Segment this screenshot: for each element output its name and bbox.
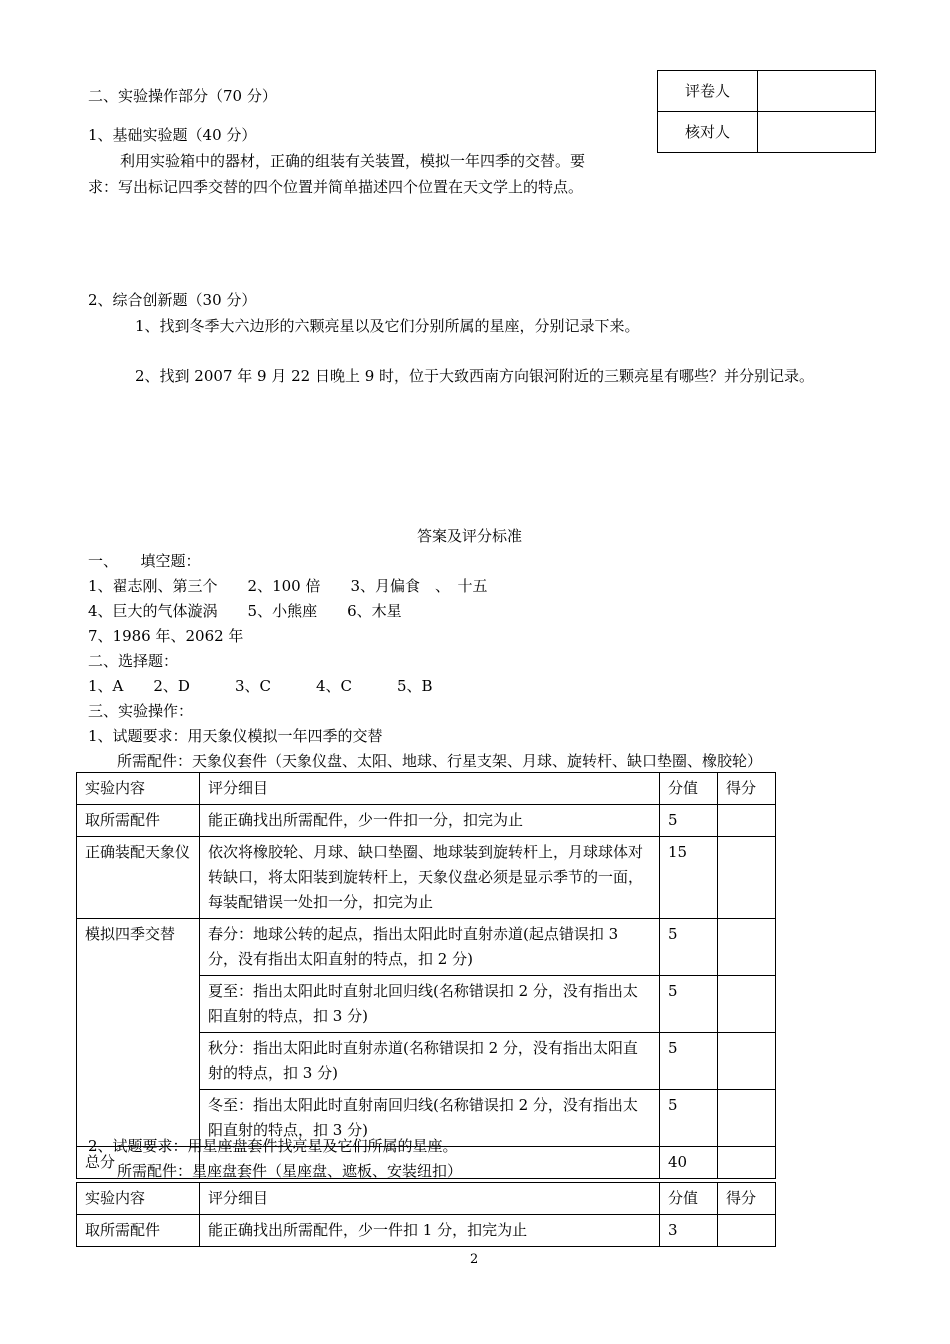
scoring-table-1 xyxy=(76,772,776,1179)
table-row xyxy=(77,1215,776,1247)
table-row xyxy=(77,837,776,919)
table-row xyxy=(77,805,776,837)
header-content: 实验内容 xyxy=(77,773,200,805)
question2-item1: 1、找到冬季大六边形的六颗亮星以及它们分别所属的星座，分别记录下来。 xyxy=(135,317,640,335)
row-detail: 春分：地球公转的起点，指出太阳此时直射赤道(起点错误扣 3 分，没有指出太阳直射的特点，扣 2 分) xyxy=(200,919,660,976)
question1-text-line1: 利用实验箱中的器材，正确的组装有关装置，模拟一年四季的交替。要 xyxy=(120,152,586,170)
header-score: 分值 xyxy=(660,773,718,805)
check-label: 核对人 xyxy=(658,112,758,153)
fill-blank-title: 一、 填空题： xyxy=(88,552,201,570)
header-earned: 得分 xyxy=(718,1183,776,1215)
row-score: 5 xyxy=(660,919,718,976)
row-detail: 能正确找出所需配件，少一件扣一分，扣完为止 xyxy=(200,805,660,837)
fill-answer-line1: 1、翟志刚、第三个 2、100 倍 3、月偏食 、 十五 xyxy=(88,577,488,595)
choice-answers: 1、A 2、D 3、C 4、C 5、B xyxy=(88,677,433,695)
experiment1-requirement: 1、试题要求：用天象仪模拟一年四季的交替 xyxy=(88,727,383,745)
scoring-table-2 xyxy=(76,1182,776,1247)
question1-title: 1、基础实验题（40 分） xyxy=(88,126,257,144)
row-content: 取所需配件 xyxy=(77,1215,200,1247)
row-earned xyxy=(718,837,776,919)
row-content: 取所需配件 xyxy=(77,805,200,837)
header-content: 实验内容 xyxy=(77,1183,200,1215)
question1-text-line2: 求：写出标记四季交替的四个位置并简单描述四个位置在天文学上的特点。 xyxy=(88,178,584,196)
fill-answer-line2: 4、巨大的气体漩涡 5、小熊座 6、木星 xyxy=(88,602,402,620)
header-detail: 评分细目 xyxy=(200,1183,660,1215)
row-score: 5 xyxy=(660,1090,718,1147)
table-header-row xyxy=(77,1183,776,1215)
row-content: 模拟四季交替 xyxy=(77,919,200,1147)
experiment2-parts: 所需配件：星座盘套件（星座盘、遮板、安装纽扣） xyxy=(117,1162,463,1180)
row-detail: 依次将橡胶轮、月球、缺口垫圈、地球装到旋转杆上，月球球体对转缺口，将太阳装到旋转杆上，天象仪盘必须是显示季节的一面，每装配错误一处扣一分，扣完为止 xyxy=(200,837,660,919)
row-score: 3 xyxy=(660,1215,718,1247)
row-earned xyxy=(718,1033,776,1090)
header-earned: 得分 xyxy=(718,773,776,805)
review-value-cell xyxy=(758,71,876,112)
header-detail: 评分细目 xyxy=(200,773,660,805)
experiment1-parts: 所需配件：天象仪套件（天象仪盘、太阳、地球、行星支架、月球、旋转杆、缺口垫圈、橡胶轮） xyxy=(117,752,763,770)
row-earned xyxy=(718,1090,776,1147)
row-content: 正确装配天象仪 xyxy=(77,837,200,919)
table-header-row xyxy=(77,773,776,805)
row-detail: 冬至：指出太阳此时直射南回归线(名称错误扣 2 分，没有指出太阳直射的特点，扣 3 分) xyxy=(200,1090,660,1147)
row-score: 15 xyxy=(660,837,718,919)
review-label: 评卷人 xyxy=(658,71,758,112)
experiment2-requirement: 2、试题要求：用星座盘套件找亮星及它们所属的星座。 xyxy=(88,1137,458,1155)
page-number: 2 xyxy=(470,1252,479,1267)
row-score: 5 xyxy=(660,1033,718,1090)
review-box xyxy=(657,70,876,153)
question2-item2: 2、找到 2007 年 9 月 22 日晚上 9 时，位于大致西南方向银河附近的三颗亮星有哪些？并分别记录。 xyxy=(135,367,815,385)
fill-answer-line3: 7、1986 年、2062 年 xyxy=(88,627,244,645)
row-earned xyxy=(718,805,776,837)
row-earned xyxy=(718,919,776,976)
row-detail: 夏至：指出太阳此时直射北回归线(名称错误扣 2 分，没有指出太阳直射的特点，扣 3 分) xyxy=(200,976,660,1033)
total-label: 总分 xyxy=(77,1147,200,1179)
check-value-cell xyxy=(758,112,876,153)
row-earned xyxy=(718,976,776,1033)
row-earned xyxy=(718,1215,776,1247)
row-detail: 秋分：指出太阳此时直射赤道(名称错误扣 2 分，没有指出太阳直射的特点，扣 3 分) xyxy=(200,1033,660,1090)
section-title: 二、实验操作部分（70 分） xyxy=(88,87,277,105)
question2-title: 2、综合创新题（30 分） xyxy=(88,291,257,309)
total-score: 40 xyxy=(660,1147,718,1179)
choice-title: 二、选择题： xyxy=(88,652,179,670)
row-detail: 能正确找出所需配件，少一件扣 1 分，扣完为止 xyxy=(200,1215,660,1247)
experiment-title: 三、实验操作： xyxy=(88,702,194,720)
row-score: 5 xyxy=(660,976,718,1033)
total-earned xyxy=(718,1147,776,1179)
header-score: 分值 xyxy=(660,1183,718,1215)
row-score: 5 xyxy=(660,805,718,837)
table-row xyxy=(77,919,776,976)
answers-title: 答案及评分标准 xyxy=(417,527,523,545)
